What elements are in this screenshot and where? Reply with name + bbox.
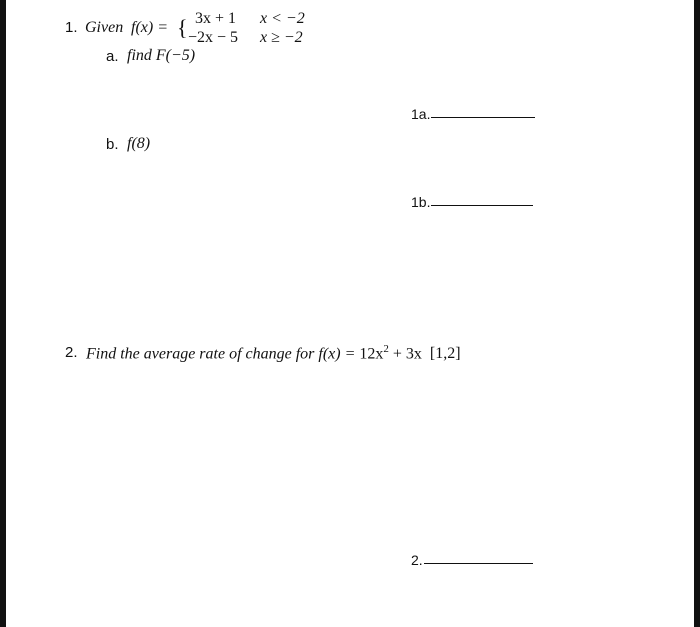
q1a-text: find F(−5) (127, 47, 196, 64)
right-frame-bar (694, 0, 700, 627)
q2-interval: [1,2] (429, 345, 461, 363)
q1b-label: b. (106, 136, 119, 153)
q1-case1-expression: 3x + 1 (195, 10, 237, 27)
q1a-label: a. (106, 48, 119, 65)
q1-case1-condition: x < −2 (260, 10, 305, 27)
q2-statement-text: Find the average rate of change for f(x) = (86, 345, 356, 363)
answer-1a-label: 1a. (411, 106, 431, 122)
q1-number: 1. (65, 19, 78, 36)
answer-2[interactable] (411, 552, 533, 568)
answer-2-label: 2. (411, 552, 423, 568)
q2-number: 2. (65, 344, 78, 361)
answer-1a-line (431, 116, 535, 118)
answer-1b-line (431, 204, 533, 206)
answer-2-line (424, 562, 533, 564)
q1-brace: { (177, 15, 188, 40)
answer-1a[interactable] (411, 106, 535, 122)
q1-case2-expression: −2x − 5 (188, 29, 239, 46)
q1-function: f(x) = (131, 19, 168, 36)
q1-case2-condition: x ≥ −2 (260, 29, 303, 46)
q1b-text: f(8) (127, 135, 151, 152)
q1-given: Given (85, 19, 124, 36)
q2-exponent: 2 (383, 343, 389, 355)
answer-1b[interactable] (411, 194, 533, 210)
q2-statement (86, 343, 461, 363)
answer-1b-label: 1b. (411, 194, 431, 210)
left-frame-bar (0, 0, 6, 627)
q2-rest: + 3x (392, 345, 422, 363)
q2-coefficient: 12x (359, 345, 384, 363)
